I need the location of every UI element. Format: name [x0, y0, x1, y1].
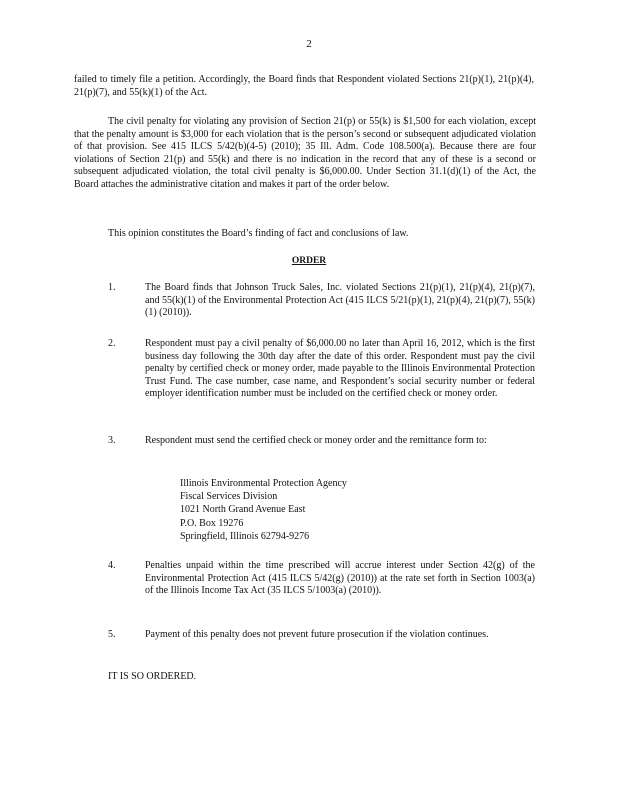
order-item-text: Payment of this penalty does not prevent future prosecution if the violation continues. — [145, 629, 489, 640]
paragraph-civil-penalty: The civil penalty for violating any provision of Section 21(p) or 55(k) is $1,500 for each violation, except that the penalty amount is $3,000 for each violation that is the person’s second or subsequent adjudicated violation of that provision. See 415 ILCS 5/42(b)(4-5) (2010); 35 Ill. Adm. Code 108.500(a). Because there are four violations of Section 21(p) and 55(k) and there is no indication in the record that any of these is a second or subsequent adjudicated violation, the total civil penalty is $6,000.00. Under Section 31.1(d)(1) of the Act, the Board attaches the administrative citation and makes it part of the order below. — [74, 116, 536, 190]
address-line: Fiscal Services Division — [180, 491, 278, 503]
order-item-text: Penalties unpaid within the time prescribed will accrue interest under Section 42(g) of the Environmental Protection Act (415 ILCS 5/42(g) (2010)) at the rate set forth in Section 1003(a) of the Illinois Income Tax Act (35 ILCS 5/1003(a) (2010)). — [145, 560, 535, 597]
order-heading: ORDER — [291, 256, 327, 266]
order-item-text: The Board finds that Johnson Truck Sales, Inc. violated Sections 21(p)(1), 21(p)(4), 21(p)(7), and 55(k)(1) of the Environmental Protection Act (415 ILCS 5/21(p)(1), 21(p)(4), 21(p)(7), 55(k)(1) (2010)). — [145, 282, 535, 319]
order-item-number: 4. — [108, 560, 116, 571]
address-line: Springfield, Illinois 62794-9276 — [180, 530, 310, 542]
order-item-text: Respondent must pay a civil penalty of $6,000.00 no later than April 16, 2012, which is the first business day following the 30th day after the date of this order. Respondent must pay the civil penalty by certified check or money order, made payable to the Illinois Environmental Protection Trust Fund. The case number, case name, and Respondent’s social security number or federal employer identification number must be included on the certified check or money order. — [145, 338, 535, 400]
remittance-address — [180, 477, 347, 543]
order-item-number: 3. — [108, 435, 116, 446]
order-item-number: 1. — [108, 282, 116, 293]
order-item-number: 5. — [108, 629, 116, 640]
paragraph-findings: failed to timely file a petition. Accordingly, the Board finds that Respondent violated Sections 21(p)(1), 21(p)(4), 21(p)(7), and 55(k)(1) of the Act. — [74, 74, 534, 98]
address-line: 1021 North Grand Avenue East — [180, 504, 306, 516]
address-line: P.O. Box 19276 — [180, 517, 244, 529]
address-line: Illinois Environmental Protection Agency — [180, 478, 347, 489]
order-item-text: Respondent must send the certified check or money order and the remittance form to: — [145, 435, 487, 446]
order-item-number: 2. — [108, 338, 116, 349]
page-number: 2 — [306, 38, 312, 50]
paragraph-opinion: This opinion constitutes the Board’s finding of fact and conclusions of law. — [108, 228, 409, 239]
closing-statement: IT IS SO ORDERED. — [108, 671, 197, 682]
